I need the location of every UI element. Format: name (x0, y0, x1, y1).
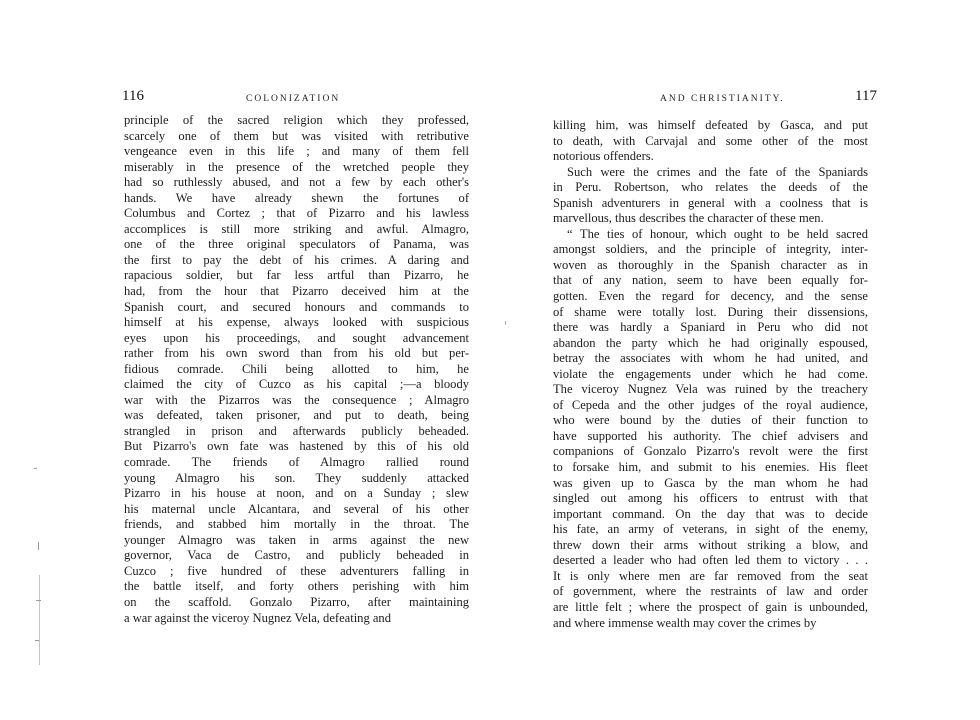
text-line: principle of the sacred religion which they professed, (124, 113, 469, 127)
text-line: rapacious soldier, but far less artful than Pizarro, he (124, 268, 469, 283)
text-line: who were bound by the duties of their function to (553, 413, 868, 428)
text-line: governor, Vaca de Castro, and publicly beheaded in (124, 548, 469, 563)
text-line: the first to pay the debt of his crimes. A daring and (124, 252, 469, 267)
text-line: miserably in the presence of the wretched people they (124, 159, 469, 174)
text-line: friends, and stabbed him mortally in the throat. The (124, 517, 469, 532)
text-line: fidious comrade. Chili being allotted to him, he (124, 361, 469, 376)
right-page (490, 0, 980, 720)
text-line: had so ruthlessly abused, and not a few by each other's (124, 175, 469, 190)
text-line: deserted a leader who had often led them to victory . . . (553, 553, 868, 568)
text-line: notorious offenders. (553, 149, 654, 164)
text-line: singled out among his officers to entrust with that (553, 491, 868, 506)
text-line: marvellous, thus describes the character of these men. (553, 211, 824, 226)
text-line: of government, where the restraints of law and order (553, 584, 868, 599)
text-line: comrade. The friends of Almagro rallied round (124, 455, 469, 470)
scan-artifact (39, 575, 40, 665)
text-line: killing him, was himself defeated by Gasca, and put (553, 118, 868, 132)
text-line: betray the associates with whom he had united, and (553, 351, 868, 366)
text-line: vengeance even in this life ; and many of them fell (124, 144, 469, 159)
text-line: Columbus and Cortez ; that of Pizarro and his lawless (124, 206, 469, 221)
text-line: on the scaffold. Gonzalo Pizarro, after maintaining (124, 594, 469, 609)
text-line: It is only where men are far removed from the seat (553, 568, 868, 583)
text-line: had, from the hour that Pizarro deceived him at the (124, 284, 469, 299)
text-line: important command. On the day that was to decide (553, 506, 868, 521)
text-line: abandon the party which he had originally espoused, (553, 335, 868, 350)
text-line: younger Almagro was taken in arms against the new (124, 532, 469, 547)
page-number: 116 (122, 88, 144, 104)
text-line: to death, with Carvajal and some other of the most (553, 133, 868, 148)
text-line: Pizarro in his house at noon, and on a Sunday ; slew (124, 486, 469, 501)
text-line: young Almagro his son. They suddenly attacked (124, 470, 469, 485)
scan-artifact (505, 321, 506, 325)
text-line: Spanish court, and secured honours and commands to (124, 299, 469, 314)
scan-artifact (36, 600, 41, 601)
text-line: strangled in prison and afterwards publicly beheaded. (124, 423, 469, 438)
text-line: in Peru. Robertson, who relates the deeds of the (553, 180, 868, 195)
text-line: scarcely one of them but was visited with retributive (124, 128, 469, 143)
text-line: violate the engagements under which he had come. (553, 366, 868, 381)
text-line: his maternal uncle Alcantara, and several of his other (124, 501, 469, 516)
text-line: threw down their arms without striking a blow, and (553, 537, 868, 552)
text-line: The viceroy Nugnez Vela was ruined by the treachery (553, 382, 868, 397)
text-line: have supported his authority. The chief advisers and (553, 428, 868, 443)
text-line: one of the three original speculators of Panama, was (124, 237, 469, 252)
text-line: claimed the city of Cuzco as his capital ;—a bloody (124, 377, 469, 392)
scan-artifact (35, 640, 39, 641)
text-line: “ The ties of honour, which ought to be held sacred (567, 226, 868, 241)
scan-artifact (34, 468, 37, 469)
text-line: that of any nation, seem to have been equally for- (553, 273, 868, 288)
text-line: war with the Pizarros was the consequence ; Almagro (124, 392, 469, 407)
body-text (553, 118, 868, 631)
running-head: AND CHRISTIANITY. (660, 94, 785, 104)
body-text (124, 113, 469, 626)
text-line: of Cepeda and the other judges of the royal audience, (553, 397, 868, 412)
scan-artifact (38, 542, 39, 550)
text-line: are little felt ; where the prospect of gain is unbounded, (553, 599, 868, 614)
page-number: 117 (855, 88, 877, 104)
text-line: But Pizarro's own fate was hastened by this of his old (124, 439, 469, 454)
text-line: Such were the crimes and the fate of the Spaniards (567, 164, 868, 179)
text-line: accomplices is still more striking and awful. Almagro, (124, 221, 469, 236)
text-line: eyes upon his proceedings, and sought advancement (124, 330, 469, 345)
text-line: gotten. Even the regard for decency, and the sense (553, 289, 868, 304)
text-line: there was hardly a Spaniard in Peru who did not (553, 320, 868, 335)
running-head: COLONIZATION (246, 94, 341, 104)
text-line: hands. We have already shewn the fortunes of (124, 190, 469, 205)
text-line: companions of Gonzalo Pizarro's revolt were the first (553, 444, 868, 459)
text-line: amongst soldiers, and the principle of integrity, inter- (553, 242, 868, 257)
text-line: himself at his expense, always looked with suspicious (124, 315, 469, 330)
text-line: was defeated, taken prisoner, and put to death, being (124, 408, 469, 423)
text-line: to forsake him, and submit to his enemies. His fleet (553, 460, 868, 475)
text-line: woven as thoroughly in the Spanish character as in (553, 257, 868, 272)
text-line: Cuzco ; five hundred of these adventurers falling in (124, 563, 469, 578)
text-line: rather from his own sword than from his old but per- (124, 346, 469, 361)
text-line: a war against the viceroy Nugnez Vela, defeating and (124, 610, 391, 625)
text-line: of shame were totally lost. During their dissensions, (553, 304, 868, 319)
text-line: and where immense wealth may cover the crimes by (553, 615, 817, 630)
text-line: the battle itself, and forty others perishing with him (124, 579, 469, 594)
text-line: was given up to Gasca by the man whom he had (553, 475, 868, 490)
text-line: his fate, an army of veterans, in sight of the enemy, (553, 522, 868, 537)
text-line: Spanish adventurers in general with a coolness that is (553, 195, 868, 210)
